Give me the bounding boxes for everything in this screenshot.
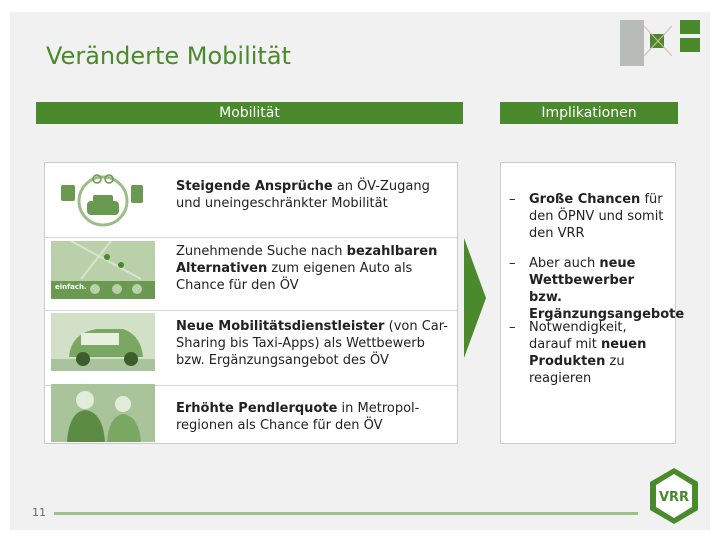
slide-title: Veränderte Mobilität — [46, 42, 291, 70]
row-text: Erhöhte Pendlerquote in Metropol-regionen als Chance für den ÖV — [176, 401, 420, 433]
bullet-dash: – — [509, 192, 516, 207]
bullet-dash: – — [509, 256, 516, 271]
row-text: Neue Mobilitätsdienstleister (von Car-Sharing bis Taxi-Apps) als Wettbewerb bzw. Ergänzungsangebot des ÖV — [176, 319, 448, 368]
page-number: 11 — [32, 506, 46, 519]
list-item — [45, 163, 457, 237]
list-item: – Aber auch neue Wettbewerber bzw. Ergänzungsangebote — [509, 256, 685, 322]
row-text: Zunehmende Suche nach bezahlbaren Alternativen zum eigenen Auto als Chance für den ÖV — [176, 244, 438, 293]
list-item — [45, 386, 457, 443]
mobility-list — [44, 162, 458, 444]
commuters-photo-thumbnail — [51, 384, 155, 442]
row-text: Steigende Ansprüche an ÖV-Zugang und uneingeschränkter Mobilität — [176, 179, 430, 211]
app-brand-label: einfach. — [55, 283, 87, 291]
carsharing-car-thumbnail — [51, 313, 155, 371]
bullet-dash: – — [509, 320, 516, 335]
implications-list — [500, 162, 685, 444]
list-item — [45, 311, 457, 385]
arrow-right-icon — [464, 238, 486, 358]
header-mobilitaet: Mobilität — [36, 102, 463, 124]
vrr-logo-icon — [648, 466, 700, 526]
header-implikationen: Implikationen — [500, 102, 678, 124]
list-item — [45, 238, 457, 310]
list-item: – Große Chancen für den ÖPNV und somit den VRR — [509, 192, 664, 241]
list-item: – Notwendigkeit, darauf mit neuen Produkten zu reagieren — [509, 320, 647, 386]
footer-line — [54, 512, 638, 515]
transport-icons-thumbnail — [51, 171, 155, 229]
logo-text: VRR — [658, 490, 690, 505]
corner-logo-icon — [620, 20, 700, 66]
